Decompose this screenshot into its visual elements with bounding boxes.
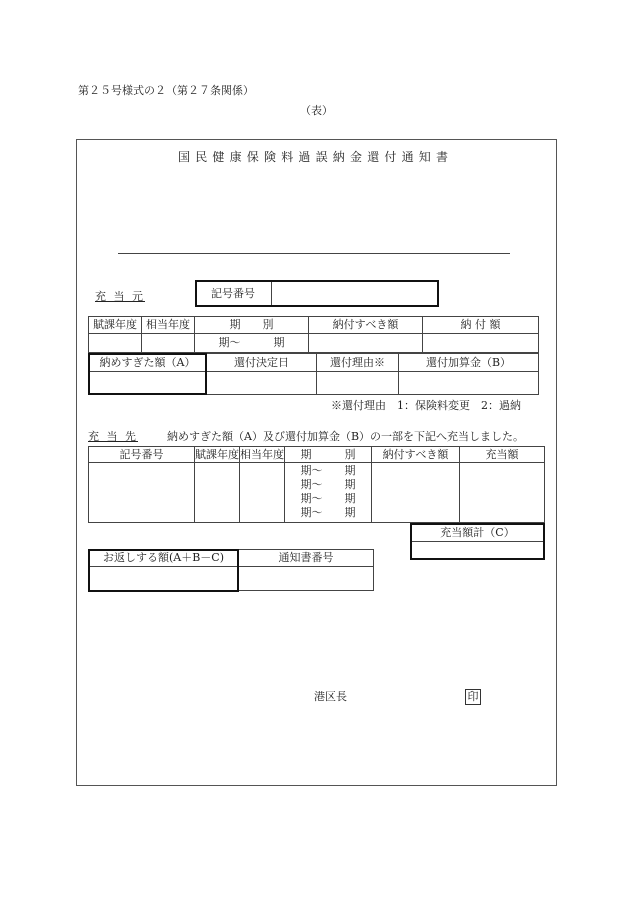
header-overpaid: 納めすぎた額（A） bbox=[89, 354, 207, 372]
period-row: 期～ 期 bbox=[300, 492, 356, 505]
cell bbox=[460, 463, 545, 523]
header-equivalent-year: 相当年度 bbox=[142, 317, 195, 334]
document-title: 国民健康保険料過誤納金還付通知書 bbox=[178, 150, 454, 164]
record-number-box bbox=[195, 280, 439, 307]
seal-mark: 印 bbox=[465, 689, 481, 705]
refund-reason-note: ※還付理由 1：保険料変更 2：過納 bbox=[331, 399, 521, 412]
header-amount-due: 納付すべき額 bbox=[309, 317, 423, 334]
cell bbox=[399, 372, 539, 395]
cell bbox=[240, 463, 285, 523]
form-number: 第２５号様式の２（第２７条関係） bbox=[78, 84, 254, 97]
cell bbox=[239, 567, 374, 591]
header-allocated-amount: 充当額 bbox=[460, 447, 545, 463]
cell bbox=[207, 372, 317, 395]
dest-statement: 納めすぎた額（A）及び還付加算金（B）の一部を下記へ充当しました。 bbox=[167, 430, 525, 443]
header-amount-paid: 納 付 額 bbox=[423, 317, 539, 334]
address-line bbox=[118, 253, 510, 254]
header-refund-reason: 還付理由※ bbox=[317, 354, 399, 372]
header-fiscal-year: 賦課年度 bbox=[89, 317, 142, 334]
cell bbox=[372, 463, 460, 523]
header-equivalent-year: 相当年度 bbox=[240, 447, 284, 461]
cell bbox=[317, 372, 399, 395]
allocation-total-box bbox=[410, 523, 545, 560]
header-period: 期 別 bbox=[285, 447, 372, 463]
cell bbox=[89, 463, 195, 523]
header-amount-due: 納付すべき額 bbox=[372, 447, 460, 463]
header-record-number: 記号番号 bbox=[89, 447, 195, 463]
cell bbox=[142, 334, 195, 353]
refund-amount-label: お返しする額(A＋B－C) bbox=[89, 550, 239, 567]
dest-table bbox=[88, 446, 545, 523]
header-refund-addition: 還付加算金（B） bbox=[399, 354, 539, 372]
header-refund-date: 還付決定日 bbox=[207, 354, 317, 372]
cell bbox=[195, 463, 240, 523]
allocation-total-label: 充当額計（C） bbox=[440, 526, 515, 539]
overpaid-highlight bbox=[88, 353, 207, 395]
header-fiscal-year: 賦課年度 bbox=[195, 447, 239, 461]
side-label: （表） bbox=[300, 104, 333, 117]
period-cell: 期～ 期 bbox=[195, 334, 309, 353]
cell bbox=[423, 334, 539, 353]
period-row: 期～ 期 bbox=[300, 464, 356, 477]
issuer-name: 港区長 bbox=[314, 690, 347, 703]
header-period: 期 別 bbox=[195, 317, 309, 334]
record-number-label: 記号番号 bbox=[211, 287, 255, 300]
refund-amount-highlight bbox=[88, 549, 239, 592]
source-table bbox=[88, 316, 539, 353]
cell bbox=[309, 334, 423, 353]
notice-number-label: 通知書番号 bbox=[239, 550, 374, 567]
source-label: 充 当 元 bbox=[95, 290, 145, 303]
dest-label: 充 当 先 bbox=[88, 430, 138, 443]
period-row: 期～ 期 bbox=[300, 506, 356, 519]
period-list bbox=[285, 463, 372, 523]
cell bbox=[89, 334, 142, 353]
period-row: 期～ 期 bbox=[300, 478, 356, 491]
